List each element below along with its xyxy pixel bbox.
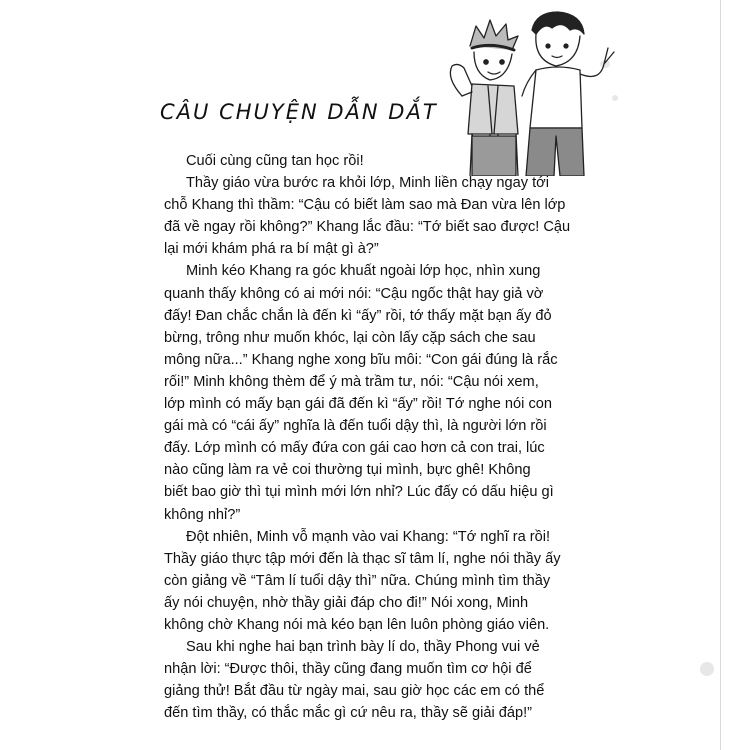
text-line: lại mới khám phá ra bí mật gì à?” — [164, 241, 379, 258]
text-line: ấy nói chuyện, nhờ thầy giải đáp cho đi!” Nói xong, Minh — [164, 594, 529, 611]
text-line: Sau khi nghe hai bạn trình bày lí do, thầy Phong vui vẻ — [186, 639, 540, 656]
text-line: không chờ Khang nói mà kéo bạn lên luôn phòng giáo viên. — [164, 616, 550, 633]
text-line: bừng, trông như muốn khóc, lại còn lấy cặp sách che sau — [164, 329, 536, 346]
text-line: đấy. Lớp mình có mấy đứa con gái cao hơn cả con trai, lúc — [164, 440, 545, 457]
text-line: chỗ Khang thì thầm: “Cậu có biết làm sao mà Đan vừa lên lớp — [164, 197, 566, 214]
text-line: rối!” Minh không thèm để ý mà trầm tư, nói: “Cậu nói xem, — [164, 373, 539, 390]
text-line: nào cũng làm ra vẻ coi thường tụi mình, bực ghê! Không — [164, 462, 531, 479]
paragraph — [164, 260, 606, 525]
text-line: Thầy giáo thực tập mới đến là thạc sĩ tâm lí, nghe nói thầy ấy — [164, 550, 561, 567]
text-line: gái mà có “cái ấy” nghĩa là đến tuổi dậy thì, là người lớn rồi — [164, 418, 547, 435]
text-line: còn giảng về “Tâm lí tuổi dậy thì” nữa. Chúng mình tìm thầy — [164, 572, 551, 589]
paragraph — [164, 172, 606, 260]
text-line: Thầy giáo vừa bước ra khỏi lớp, Minh liền chạy ngay tới — [186, 175, 549, 192]
text-line: biết bao giờ thì tụi mình mới lớn nhỉ? Lúc đấy có dấu hiệu gì — [164, 484, 554, 501]
text-line: Cuối cùng cũng tan học rồi! — [186, 153, 364, 169]
text-line: nhận lời: “Được thôi, thầy cũng đang muốn tìm cơ hội để — [164, 661, 532, 678]
text-line: Đột nhiên, Minh vỗ mạnh vào vai Khang: “Tớ nghĩ ra rồi! — [186, 528, 551, 545]
text-line: quanh thấy không có ai mới nói: “Cậu ngốc thật hay giả vờ — [164, 285, 544, 302]
page-edge-line — [720, 0, 721, 750]
paragraph — [164, 526, 606, 636]
section-title: CÂU CHUYỆN DẪN DẮT — [160, 100, 438, 124]
scan-smudge — [700, 662, 714, 676]
text-line: Minh kéo Khang ra góc khuất ngoài lớp học, nhìn xung — [186, 263, 541, 280]
text-line: đến tìm thầy, có thắc mắc gì cứ nêu ra, thầy sẽ giải đáp!” — [164, 705, 533, 722]
text-line: không nhỉ?” — [164, 506, 241, 523]
paragraph — [164, 636, 606, 724]
text-line: mông nữa...” Khang nghe xong bĩu môi: “Con gái đúng là rắc — [164, 351, 558, 368]
text-line: giảng thử! Bắt đầu từ ngày mai, sau giờ học các em có thể — [164, 683, 545, 700]
text-line: đã về ngay rồi không?” Khang lắc đầu: “Tớ biết sao được! Cậu — [164, 219, 571, 236]
text-line: đấy! Đan chắc chắn là đến kì “ấy” rồi, tớ thấy mặt bạn ấy đỏ — [164, 307, 552, 324]
text-line: lớp mình có mấy bạn gái đã đến kì “ấy” rồi! Tớ nghe nói con — [164, 396, 552, 413]
paragraph — [164, 150, 606, 172]
story-body — [164, 150, 606, 724]
